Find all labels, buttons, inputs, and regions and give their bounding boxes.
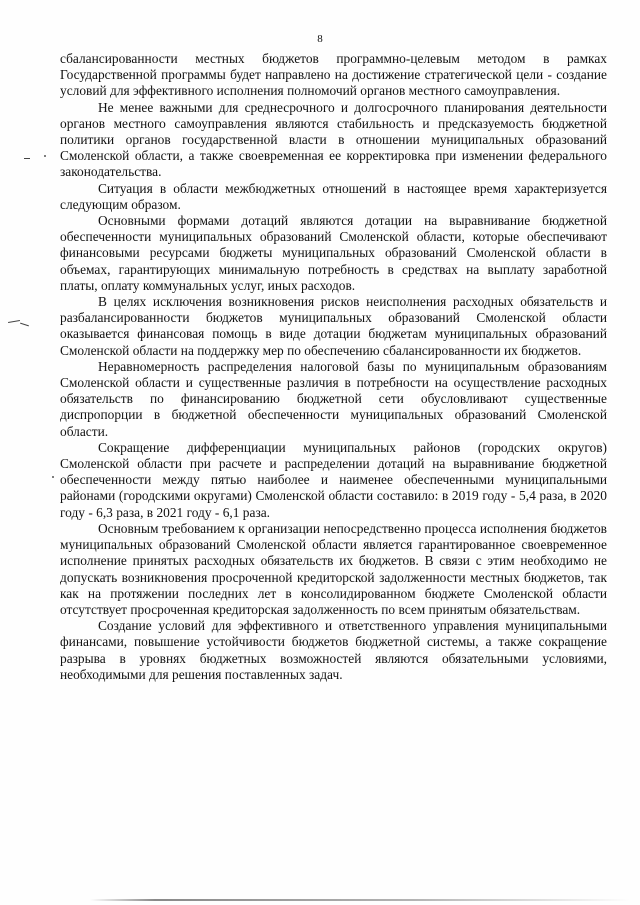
scan-artifact-dot (52, 476, 54, 478)
paragraph-2: Не менее важными для среднесрочного и долгосрочного планирования деятельности органов местного самоуправления являются стабильность и предсказуемость бюджетной политики органов государственной власти в отношении муниципальных образований Смоленской области, а также своевременная ее корректировка при изменении федерального законодательства. (60, 99, 607, 180)
paragraph-1: сбалансированности местных бюджетов программно-целевым методом в рамках Государственной программы будет направлено на достижение стратегической цели - создание условий для эффективного исполнения полномочий органов местного самоуправления. (60, 51, 607, 99)
scan-artifact-mark (24, 158, 30, 159)
paragraph-8: Основным требованием к организации непосредственно процесса исполнения бюджетов муниципальных образований Смоленской области является гарантированное своевременное исполнение принятых расходных обязательств их бюджетов. В связи с этим необходимо не допускать возникновения просроченной кредиторской задолженности местных бюджетов, так как на протяжении последних лет в консолидированном бюджете Смоленской области отсутствует просроченная кредиторская задолженность по всем принятым обязательствам. (60, 520, 607, 617)
document-body (60, 51, 607, 683)
scan-artifact-dot (44, 155, 46, 157)
paragraph-4: Основными формами дотаций являются дотации на выравнивание бюджетной обеспеченности муниципальных образований Смоленской области, которые обеспечивают финансовыми ресурсами бюджеты муниципальных образований Смоленской области в объемах, гарантирующих минимальную потребность в средствах на выплату заработной платы, оплату коммунальных услуг, иных расходов. (60, 213, 607, 293)
paragraph-3: Ситуация в области межбюджетных отношений в настоящее время характеризуется следующим образом. (60, 180, 607, 212)
paragraph-6: Неравномерность распределения налоговой базы по муниципальным образованиям Смоленской области и существенные различия в потребности на осуществление расходных обязательств по финансированию бюджетной сети обусловливают существенные диспропорции в бюджетной обеспеченности муниципальных образований Смоленской области. (60, 358, 607, 439)
scan-artifact-mark (20, 323, 29, 327)
paragraph-9: Создание условий для эффективного и ответственного управления муниципальными финансами, повышение устойчивости бюджетов бюджетной системы, а также сокращение разрыва в уровнях бюджетных возможностей являются обязательными условиями, необходимыми для решения поставленных задач. (60, 618, 607, 682)
scan-artifact-mark (8, 320, 20, 323)
paragraph-7: Сокращение дифференциации муниципальных районов (городских округов) Смоленской области при расчете и распределении дотаций на выравнивание бюджетной обеспеченности между пятью наиболее и наименее обеспеченными муниципальными районами (городскими округами) Смоленской области составило: в 2019 году - 5,4 раза, в 2020 году - 6,3 раза, в 2021 году - 6,1 раза. (60, 439, 607, 520)
page-number: 8 (317, 33, 323, 45)
scan-bottom-edge (90, 899, 630, 901)
paragraph-5: В целях исключения возникновения рисков неисполнения расходных обязательств и разбалансированности бюджетов муниципальных образований Смоленской области оказывается финансовая помощь в виде дотации бюджетам муниципальных образований Смоленской области на поддержку мер по обеспечению сбалансированности их бюджетов. (60, 294, 607, 358)
